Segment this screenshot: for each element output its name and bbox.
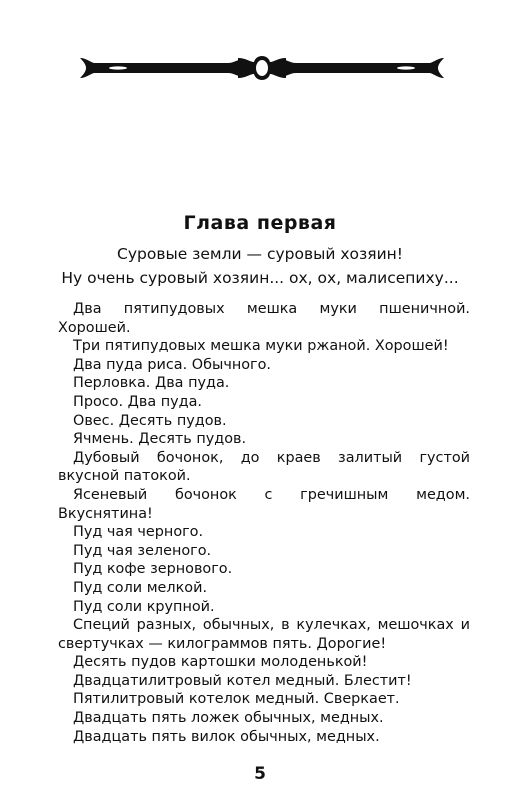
- epigraph-line: Ну очень суровый хозяин... ох, ох, малисепиху...: [61, 269, 459, 287]
- paragraph: Пуд чая зеленого.: [73, 542, 212, 559]
- paragraph: Пуд соли мелкой.: [73, 579, 208, 596]
- paragraph: Двадцатилитровый котел медный. Блестит!: [73, 672, 412, 689]
- paragraph: Овес. Десять пудов.: [73, 412, 227, 429]
- epigraph-line: Суровые земли — суровый хозяин!: [117, 245, 403, 263]
- paragraph: Пятилитровый котелок медный. Сверкает.: [73, 691, 400, 708]
- body-text: [58, 300, 470, 746]
- paragraph: Десять пудов картошки молоденькой!: [73, 654, 368, 671]
- paragraph: Ясеневый бочонок с гречишным медом. Вкуснятина!: [58, 486, 470, 522]
- paragraph: Двадцать пять вилок обычных, медных.: [73, 728, 380, 745]
- paragraph: Двадцать пять ложек обычных, медных.: [73, 710, 384, 727]
- paragraph: Два пятипудовых мешка муки пшеничной. Хорошей.: [58, 301, 470, 336]
- chapter-title: Глава первая: [183, 212, 337, 234]
- paragraph: Просо. Два пуда.: [73, 393, 203, 410]
- paragraph: Пуд кофе зернового.: [73, 561, 233, 578]
- paragraph: Три пятипудовых мешка муки ржаной. Хорошей!: [73, 338, 449, 355]
- paragraph: Перловка. Два пуда.: [73, 375, 230, 392]
- page-number: 5: [254, 764, 266, 784]
- paragraph: Два пуда риса. Обычного.: [73, 356, 271, 373]
- epigraph: [0, 242, 520, 290]
- paragraph: Пуд чая черного.: [73, 524, 204, 541]
- decorative-divider-icon: [78, 50, 446, 86]
- paragraph: Специй разных, обычных, в кулечках, мешочках и свертучках — килограммов пять. Дорогие!: [58, 617, 470, 652]
- paragraph: Пуд соли крупной.: [73, 598, 215, 615]
- paragraph: Дубовый бочонок, до краев залитый густой вкусной патокой.: [58, 449, 470, 485]
- paragraph: Ячмень. Десять пудов.: [73, 431, 247, 448]
